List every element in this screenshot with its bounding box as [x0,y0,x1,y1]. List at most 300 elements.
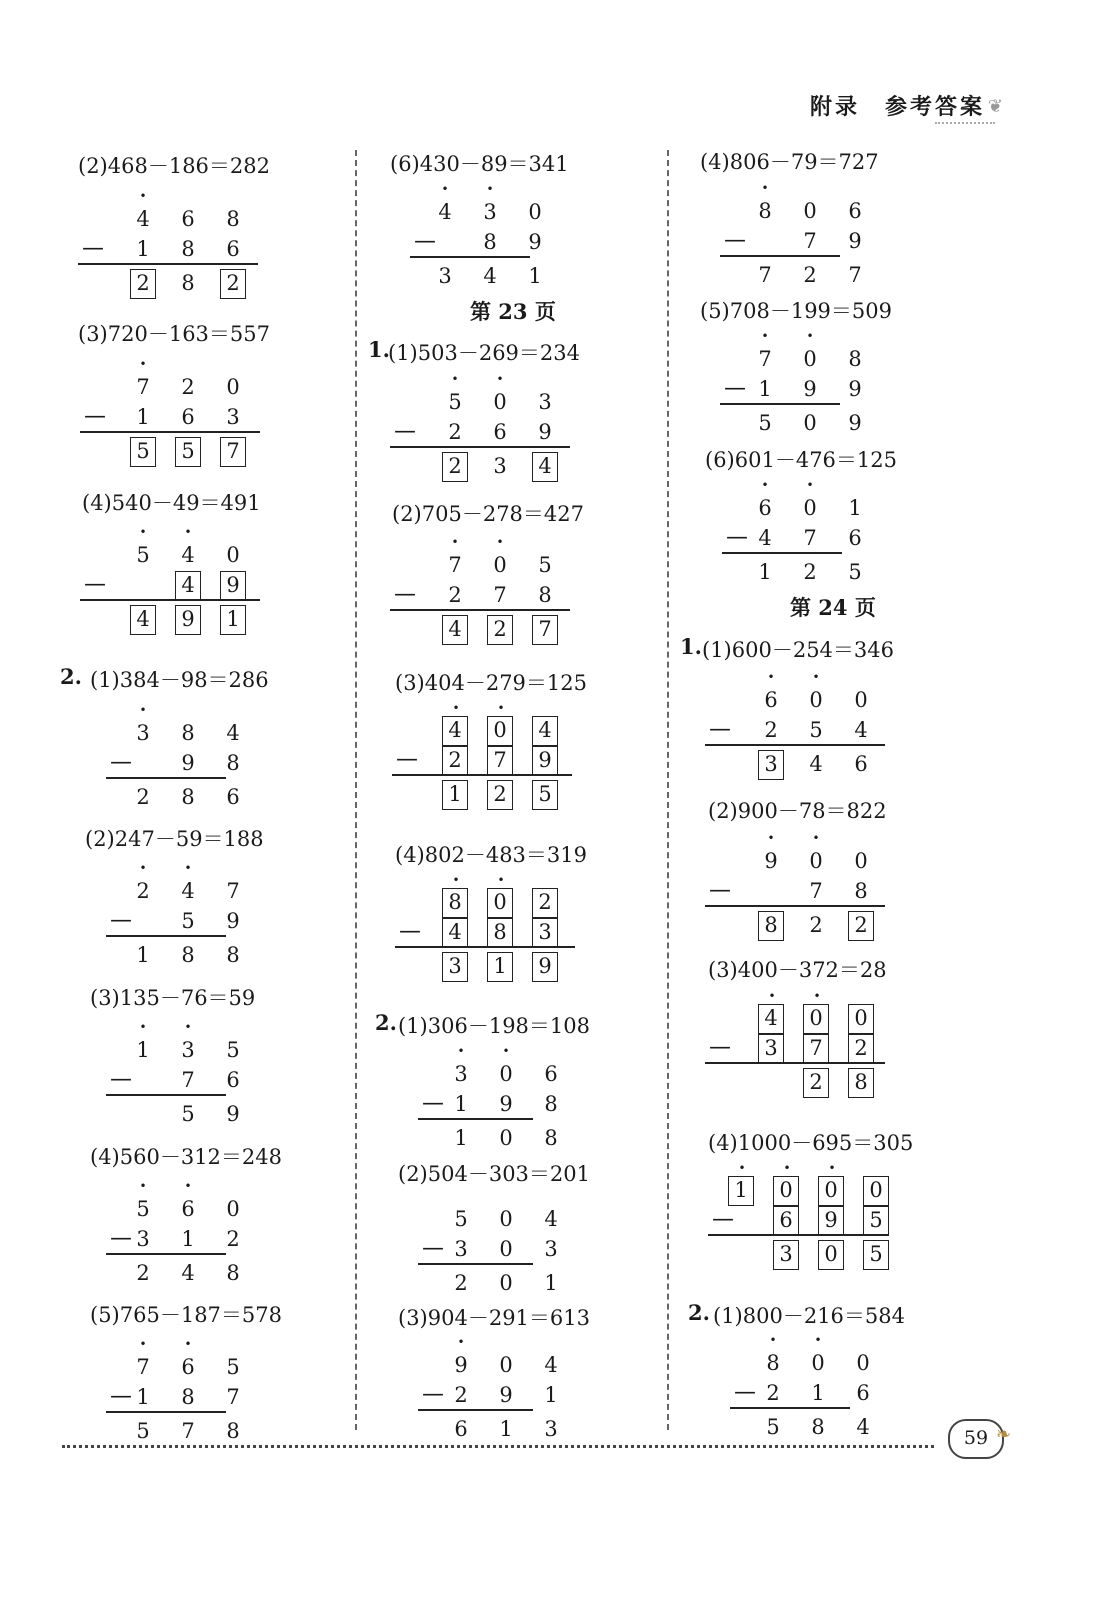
difference-digit: 8 [226,943,240,967]
vertical-subtraction [414,198,588,290]
equation: (4)802－483＝319 [395,843,587,867]
subtrahend-digit: 6 [856,1381,870,1405]
minuend-digit: 0 [856,1351,870,1375]
vertical-subtraction [422,1351,604,1443]
minus-sign: — [394,582,416,607]
subtrahend-digit: 9 [499,1383,513,1407]
subtrahend-digit: 2 [226,1227,240,1251]
subtrahend-digit: 9 [803,377,817,401]
vertical-subtraction [726,494,908,586]
minus-sign: — [422,1091,444,1116]
minuend-digit: 8 [181,721,195,745]
minuend-digit: 6 [848,199,862,223]
equation: (4)560－312＝248 [90,1145,282,1169]
difference-digit: 3 [442,952,468,982]
difference-digit: 7 [758,263,772,287]
minuend-digit: 0 [848,1004,874,1034]
difference-digit: 8 [181,785,195,809]
minuend-digit: 4 [226,721,240,745]
minuend-digit: • 5 [130,541,156,569]
subtrahend-digit: 1 [136,237,150,261]
minuend-digit: • 3 [477,198,503,226]
difference-digit: 5 [758,411,772,435]
subtraction-rule [705,744,885,746]
difference-digit: 4 [856,1415,870,1439]
subtrahend-digit: 6 [181,405,195,429]
minus-sign: — [110,1226,132,1251]
minuend-digit: • 0 [818,1176,844,1206]
minuend-digit: • 0 [487,388,513,416]
equation: (3)904－291＝613 [398,1306,590,1330]
subtrahend-digit: 7 [809,879,823,903]
minus-sign: — [84,404,106,429]
minuend-digit: • 0 [487,716,513,746]
vertical-subtraction [724,345,908,437]
minuend-digit: 8 [848,347,862,371]
minus-sign: — [724,376,746,401]
subtrahend-digit: 7 [803,1034,829,1064]
minuend-digit: 3 [538,390,552,414]
subtrahend-digit: 8 [538,583,552,607]
difference-digit: 1 [442,780,468,810]
difference-digit: 2 [454,1271,468,1295]
minuend-digit: • 0 [805,1349,831,1377]
subtrahend-digit: 2 [448,583,462,607]
header-title: 附录 参考答案 [809,94,985,120]
minus-sign: — [110,1384,132,1409]
subtrahend-digit: 6 [226,1068,240,1092]
vertical-subtraction [84,373,286,465]
equation: (3)404－279＝125 [395,671,587,695]
minus-sign: — [414,229,436,254]
subtraction-rule [410,256,530,258]
minus-sign: — [712,1207,734,1232]
difference-digit: 8 [811,1415,825,1439]
subtraction-rule [418,1263,533,1265]
equation: (6)601－476＝125 [705,448,897,472]
minuend-digit: 0 [499,1207,513,1231]
subtraction-rule [722,552,842,554]
minuend-digit: 4 [544,1353,558,1377]
difference-digit: 2 [809,913,823,937]
leaf-icon: ❦ [987,96,1003,117]
difference-digit: 9 [175,605,201,635]
difference-digit: 2 [442,452,468,482]
header-underline [935,122,995,124]
subtrahend-digit: 8 [181,237,195,261]
problem-group-label: 2. [688,1300,710,1325]
vertical-subtraction [734,1349,916,1441]
problem-group-label: 1. [680,634,702,659]
equation: (3)400－372＝28 [708,958,887,982]
subtrahend-digit: 8 [483,230,497,254]
subtrahend-digit: 8 [226,751,240,775]
minus-sign: — [709,717,731,742]
vertical-subtraction [110,877,286,969]
minuend-digit: 6 [544,1062,558,1086]
equation: (6)430－89＝341 [390,152,569,176]
equation: (2)900－78＝822 [708,799,887,823]
minuend-digit: • 0 [487,888,513,918]
subtrahend-digit: 9 [538,420,552,444]
minuend-digit: 7 [226,879,240,903]
minus-sign: — [709,1035,731,1060]
minuend-digit: • 0 [797,494,823,522]
minuend-digit: • 6 [752,494,778,522]
column-divider [667,150,669,1430]
subtrahend-digit: 2 [848,1034,874,1064]
subtrahend-digit: 7 [803,229,817,253]
vertical-subtraction [709,1004,914,1096]
vertical-subtraction [396,716,598,808]
subtrahend-digit: 2 [766,1381,780,1405]
difference-digit: 8 [848,1068,874,1098]
minuend-digit: • 6 [758,686,784,714]
minuend-digit: • 1 [728,1176,754,1206]
vertical-subtraction [709,686,914,778]
difference-digit: 1 [758,560,772,584]
equation: (2)468－186＝282 [78,154,270,178]
difference-digit: 1 [499,1417,513,1441]
subtrahend-digit: 6 [493,420,507,444]
difference-digit: 8 [181,271,195,295]
minuend-digit: • 0 [773,1176,799,1206]
subtraction-rule [705,905,885,907]
minus-sign: — [734,1380,756,1405]
difference-digit: 4 [532,452,558,482]
minuend-digit: • 0 [803,686,829,714]
difference-digit: 8 [226,1261,240,1285]
difference-digit: 5 [848,560,862,584]
subtrahend-digit: 3 [544,1237,558,1261]
subtrahend-digit: 8 [544,1092,558,1116]
equation: (4)540－49＝491 [82,491,261,515]
subtrahend-digit: 8 [487,918,513,948]
difference-digit: 8 [181,943,195,967]
minuend-digit: 0 [854,849,868,873]
difference-digit: 7 [532,615,558,645]
subtrahend-digit: 1 [758,377,772,401]
minuend-digit: • 7 [130,1353,156,1381]
difference-digit: 2 [130,269,156,299]
minuend-digit: • 4 [130,205,156,233]
section-title: 第 24 页 [790,595,876,620]
subtrahend-digit: 1 [454,1092,468,1116]
minuend-digit: 2 [181,375,195,399]
subtraction-rule [106,1253,226,1255]
subtraction-rule [106,777,226,779]
subtrahend-digit: 5 [809,718,823,742]
subtraction-rule [390,446,570,448]
subtrahend-digit: 3 [532,918,558,948]
difference-digit: 5 [766,1415,780,1439]
vertical-subtraction [422,1205,604,1297]
subtraction-rule [106,935,226,937]
difference-digit: 4 [442,615,468,645]
equation: (3)135－76＝59 [90,986,256,1010]
difference-digit: 8 [544,1126,558,1150]
problem-group-label: 2. [375,1010,397,1035]
subtrahend-digit: 2 [448,420,462,444]
minuend-digit: • 4 [432,198,458,226]
equation: (4)1000－695＝305 [708,1131,914,1155]
minuend-digit: • 6 [175,1353,201,1381]
minuend-digit: • 8 [760,1349,786,1377]
subtrahend-digit: 1 [544,1383,558,1407]
difference-digit: 1 [454,1126,468,1150]
equation: (5)708－199＝509 [700,299,892,323]
difference-digit: 5 [130,437,156,467]
minus-sign: — [726,525,748,550]
minuend-digit: • 3 [130,719,156,747]
minuend-digit: 0 [499,1353,513,1377]
difference-digit: 6 [454,1417,468,1441]
vertical-subtraction [422,1060,604,1152]
minuend-digit: 0 [803,199,817,223]
subtraction-rule [78,263,258,265]
difference-digit: 6 [226,785,240,809]
minus-sign: — [110,908,132,933]
difference-digit: 0 [803,411,817,435]
difference-digit: 9 [226,1102,240,1126]
minuend-digit: 0 [226,375,240,399]
minuend-digit: • 9 [758,847,784,875]
minus-sign: — [84,572,106,597]
subtrahend-digit: 3 [758,1034,784,1064]
difference-digit: 2 [487,780,513,810]
difference-digit: 3 [773,1240,799,1270]
leaf-icon: ❧ [996,1424,1012,1445]
minuend-digit: • 4 [442,716,468,746]
minuend-digit: 0 [226,543,240,567]
subtrahend-digit: 2 [764,718,778,742]
minuend-digit: 5 [226,1355,240,1379]
minuend-digit: • 9 [448,1351,474,1379]
vertical-subtraction [724,197,908,289]
subtrahend-digit: 9 [848,229,862,253]
subtrahend-digit: 5 [863,1206,889,1236]
minuend-digit: • 0 [797,345,823,373]
minus-sign: — [422,1236,444,1261]
minuend-digit: • 7 [752,345,778,373]
minuend-digit: • 0 [487,551,513,579]
difference-digit: 3 [544,1417,558,1441]
difference-digit: 7 [848,263,862,287]
subtraction-rule [418,1118,533,1120]
subtrahend-digit: 8 [854,879,868,903]
equation: (1)503－269＝234 [388,341,580,365]
minuend-digit: • 0 [803,847,829,875]
subtraction-rule [80,599,260,601]
minuend-digit: 6 [181,207,195,231]
difference-digit: 7 [220,437,246,467]
subtrahend-digit: 7 [181,1068,195,1092]
minuend-digit: • 5 [442,388,468,416]
minus-sign: — [82,236,104,261]
minuend-digit: • 3 [175,1036,201,1064]
subtraction-rule [106,1411,226,1413]
equation: (1)306－198＝108 [398,1014,590,1038]
minuend-digit: 8 [226,207,240,231]
subtrahend-digit: 3 [226,405,240,429]
equation: (1)800－216＝584 [713,1304,905,1328]
subtrahend-digit: 9 [226,909,240,933]
minuend-digit: • 4 [175,877,201,905]
subtrahend-digit: 1 [136,405,150,429]
difference-digit: 4 [181,1261,195,1285]
subtraction-rule [395,946,575,948]
vertical-subtraction [110,1195,286,1287]
minuend-digit: 5 [454,1207,468,1231]
subtrahend-digit: 7 [226,1385,240,1409]
subtrahend-digit: 8 [181,1385,195,1409]
minuend-digit: • 4 [758,1004,784,1034]
minuend-digit: 0 [863,1176,889,1206]
subtrahend-digit: 5 [181,909,195,933]
vertical-subtraction [709,847,914,939]
difference-digit: 2 [803,560,817,584]
minuend-digit: • 1 [130,1036,156,1064]
subtrahend-digit: 1 [136,1385,150,1409]
problem-group-label: 2. [60,664,82,689]
minus-sign: — [399,919,421,944]
subtraction-rule [720,255,840,257]
minus-sign: — [422,1382,444,1407]
minuend-digit: 4 [532,716,558,746]
subtrahend-digit: 9 [220,571,246,601]
difference-digit: 4 [809,752,823,776]
subtraction-rule [392,774,572,776]
minuend-digit: 0 [528,200,542,224]
minuend-digit: 0 [854,688,868,712]
subtrahend-digit: 3 [454,1237,468,1261]
minus-sign: — [396,747,418,772]
difference-digit: 8 [226,1419,240,1443]
difference-digit: 1 [528,264,542,288]
equation: (2)705－278＝427 [392,502,584,526]
minuend-digit: • 7 [130,373,156,401]
subtrahend-digit: 9 [532,746,558,776]
difference-digit: 3 [758,750,784,780]
subtraction-rule [390,609,570,611]
difference-digit: 5 [181,1102,195,1126]
subtrahend-digit: 6 [848,526,862,550]
minuend-digit: • 0 [493,1060,519,1088]
minus-sign: — [709,878,731,903]
minuend-digit: • 6 [175,1195,201,1223]
subtrahend-digit: 6 [773,1206,799,1236]
subtraction-rule [418,1409,533,1411]
difference-digit: 2 [136,1261,150,1285]
difference-digit: 1 [487,952,513,982]
subtrahend-digit: 9 [848,377,862,401]
difference-digit: 0 [499,1126,513,1150]
equation: (2)247－59＝188 [85,827,264,851]
minus-sign: — [724,228,746,253]
difference-digit: 8 [758,911,784,941]
column-divider [355,150,357,1430]
subtrahend-digit: 7 [487,746,513,776]
equation: (1)600－254＝346 [702,638,894,662]
difference-digit: 2 [220,269,246,299]
minuend-digit: 2 [532,888,558,918]
difference-digit: 0 [499,1271,513,1295]
vertical-subtraction [84,541,286,633]
vertical-subtraction [82,205,286,297]
difference-digit: 1 [544,1271,558,1295]
minuend-digit: • 8 [752,197,778,225]
subtrahend-digit: 4 [854,718,868,742]
difference-digit: 1 [220,605,246,635]
subtrahend-digit: 7 [493,583,507,607]
minuend-digit: • 2 [130,877,156,905]
difference-digit: 6 [854,752,868,776]
subtraction-rule [106,1094,226,1096]
subtrahend-digit: 4 [442,918,468,948]
difference-digit: 5 [532,780,558,810]
problem-group-label: 1. [368,337,390,362]
subtrahend-digit: 0 [499,1237,513,1261]
difference-digit: 9 [848,411,862,435]
minus-sign: — [110,750,132,775]
minuend-digit: • 8 [442,888,468,918]
difference-digit: 2 [487,615,513,645]
minuend-digit: 0 [226,1197,240,1221]
vertical-subtraction [399,888,598,980]
subtraction-rule [705,1062,885,1064]
page-number: 59 [948,1419,1004,1459]
difference-digit: 1 [136,943,150,967]
equation: (4)806－79＝727 [700,150,879,174]
equation: (3)720－163＝557 [78,322,270,346]
difference-digit: 9 [532,952,558,982]
minuend-digit: • 7 [442,551,468,579]
subtrahend-digit: 9 [818,1206,844,1236]
section-title: 第 23 页 [470,299,556,324]
subtrahend-digit: 2 [454,1383,468,1407]
footer-divider [62,1445,934,1448]
difference-digit: 4 [130,605,156,635]
subtrahend-digit: 6 [226,237,240,261]
difference-digit: 0 [818,1240,844,1270]
subtraction-rule [80,431,260,433]
subtrahend-digit: 4 [175,571,201,601]
difference-digit: 2 [136,785,150,809]
minuend-digit: 5 [226,1038,240,1062]
equation: (5)765－187＝578 [90,1303,282,1327]
minuend-digit: • 5 [130,1195,156,1223]
vertical-subtraction [712,1176,884,1268]
minus-sign: — [110,1067,132,1092]
subtrahend-digit: 9 [528,230,542,254]
vertical-subtraction [394,388,598,480]
subtraction-rule [720,403,840,405]
minuend-digit: • 0 [803,1004,829,1034]
subtrahend-digit: 2 [442,746,468,776]
difference-digit: 3 [493,454,507,478]
difference-digit: 2 [848,911,874,941]
subtrahend-digit: 1 [811,1381,825,1405]
subtrahend-digit: 9 [181,751,195,775]
minus-sign: — [394,419,416,444]
difference-digit: 2 [803,263,817,287]
subtrahend-digit: 3 [136,1227,150,1251]
difference-digit: 5 [175,437,201,467]
subtrahend-digit: 7 [803,526,817,550]
difference-digit: 2 [803,1068,829,1098]
vertical-subtraction [110,1036,286,1128]
equation: (1)384－98＝286 [90,668,269,692]
